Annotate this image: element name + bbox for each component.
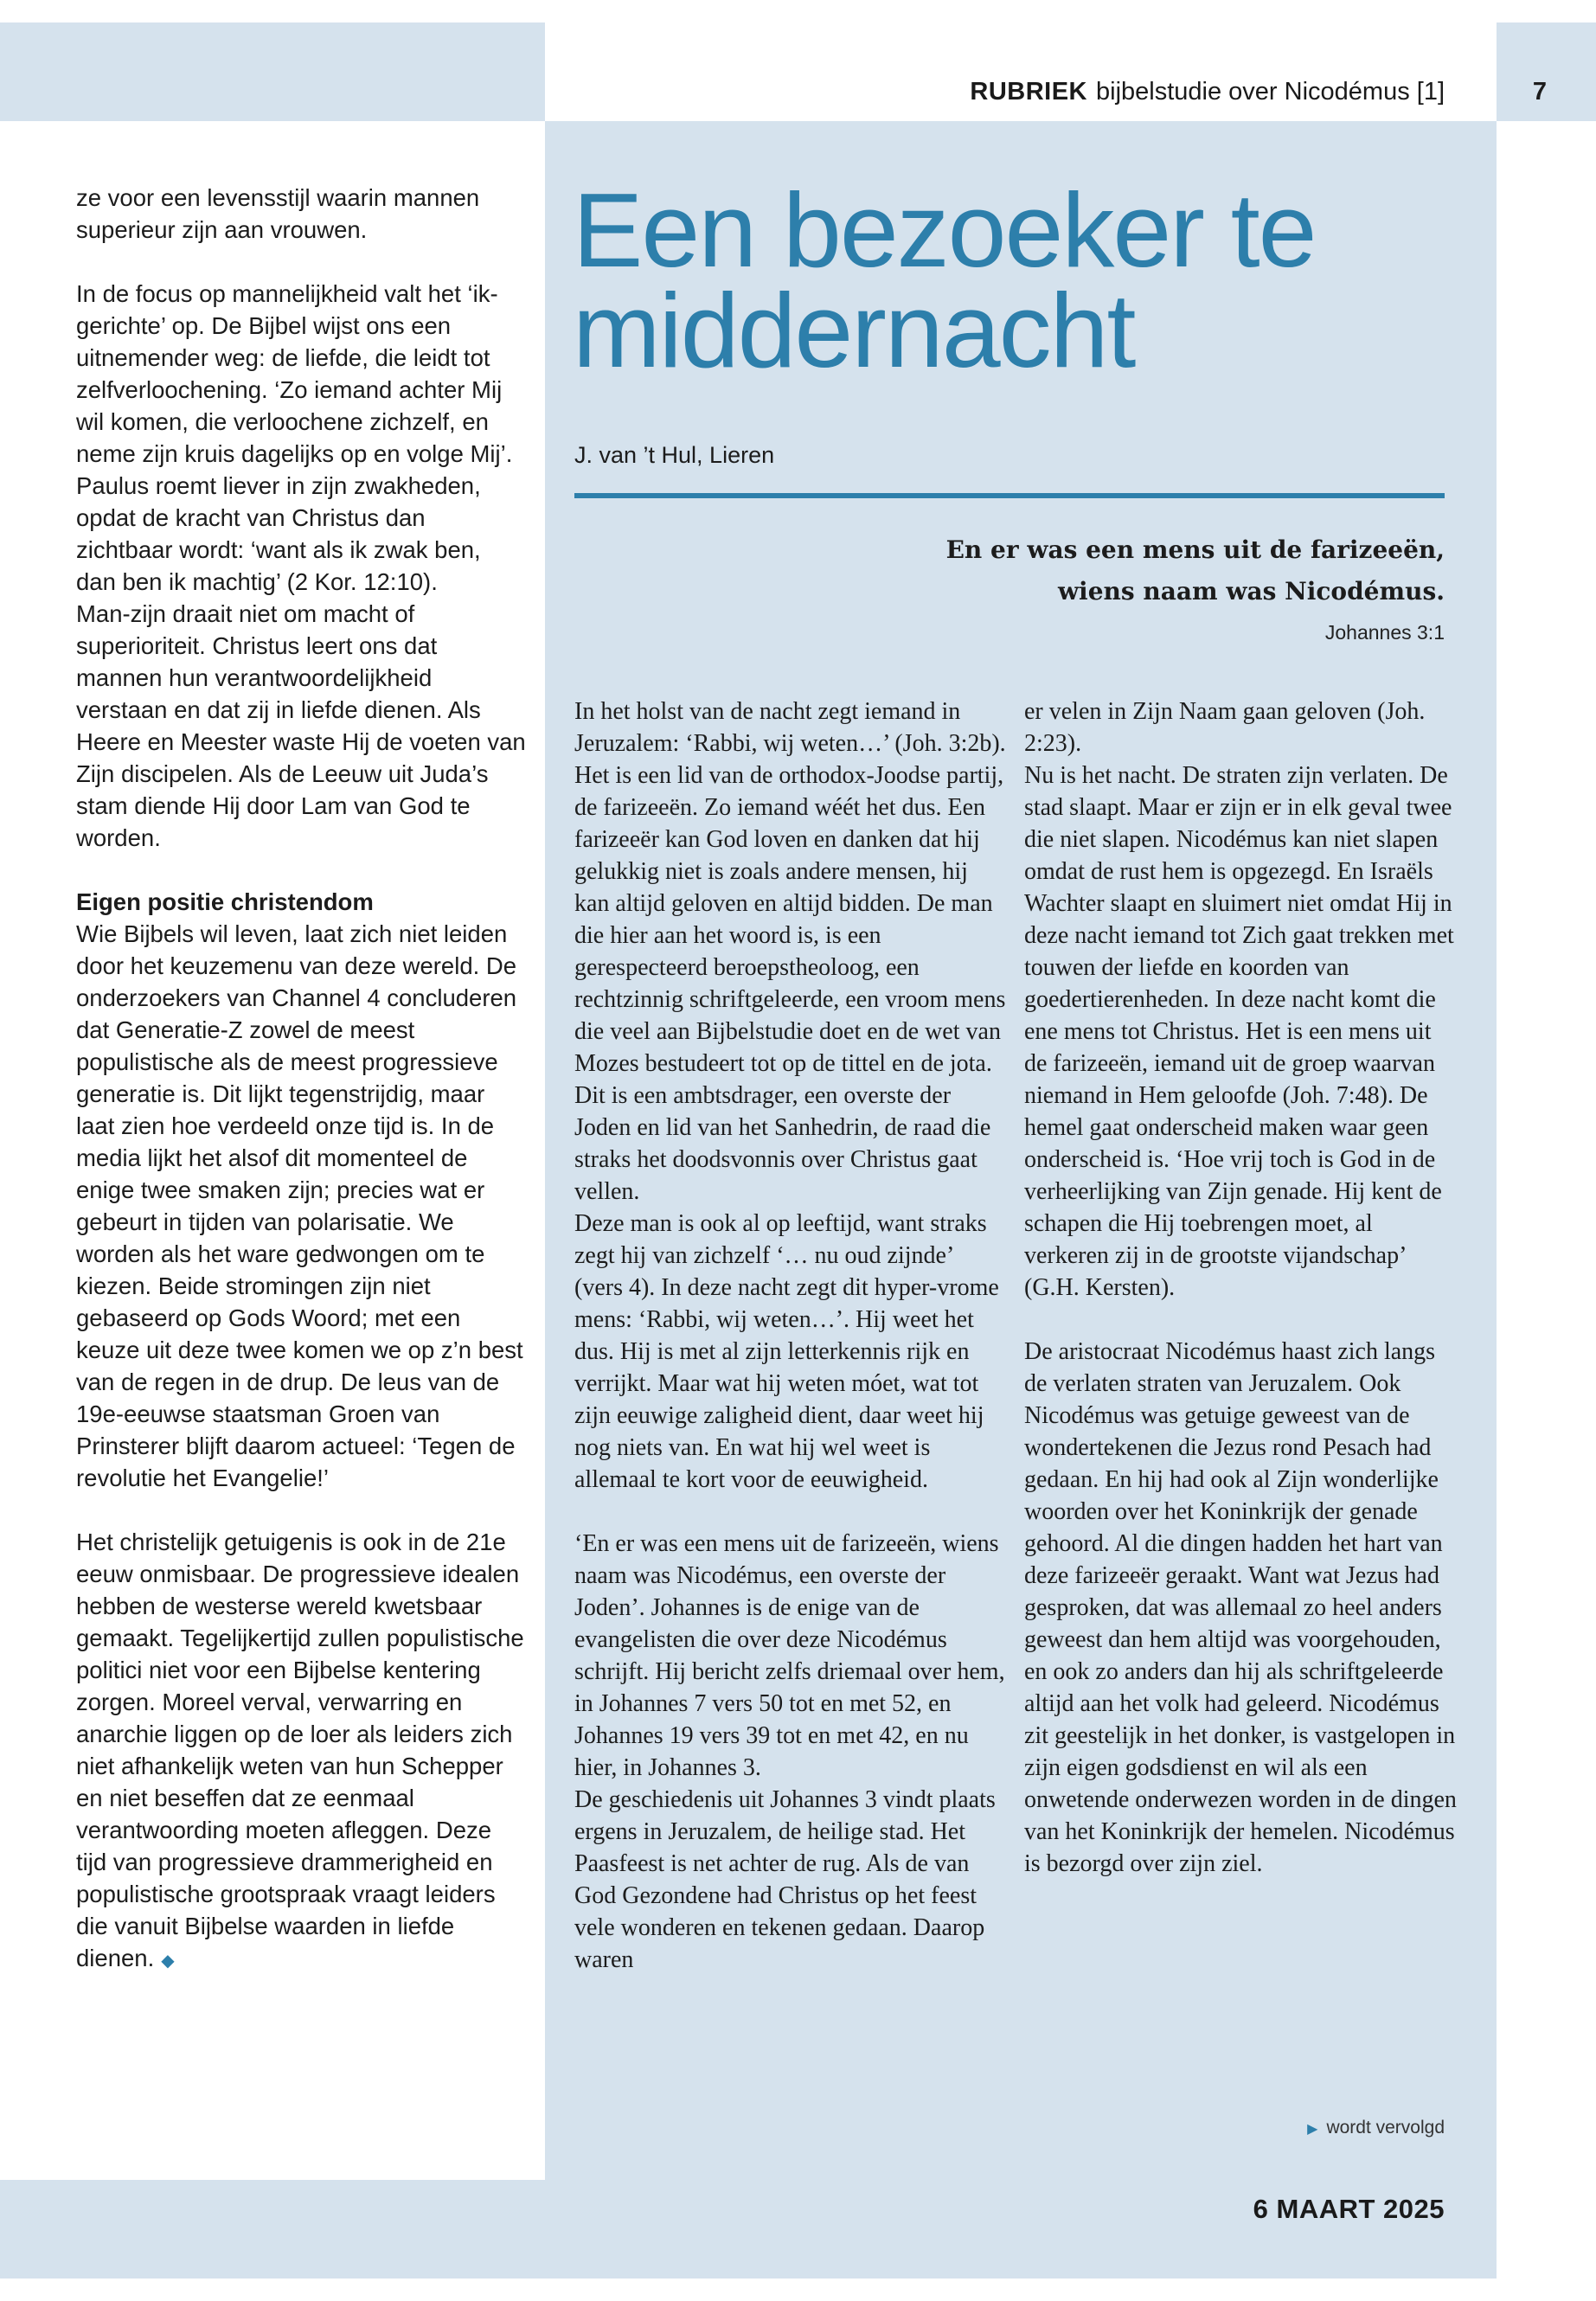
body-paragraph: De geschiedenis uit Johannes 3 vindt plaats ergens in Jeruzalem, de heilige stad. Het Paasfeest is net achter de rug. Als de van God Gezondene had Christus op het feest vele wonderen en tekenen gedaan. Daarop waren xyxy=(574,1786,996,1973)
issue-date: 6 MAART 2025 xyxy=(1253,2194,1445,2224)
continued-note xyxy=(1280,2114,1445,2144)
page-number: 7 xyxy=(1532,78,1548,106)
article-column-2 xyxy=(1024,695,1457,1880)
quote-reference: Johannes 3:1 xyxy=(1324,621,1445,644)
left-paragraph: Wie Bijbels wil leven, laat zich niet leiden door het keuzemenu van deze wereld. De onderzoekers van Channel 4 concluderen dat Generatie-Z zowel de meest populistische als de meest progressieve generatie is. Dit lijkt tegenstrijdig, maar laat zien hoe verdeeld onze tijd is. In de media lijkt het alsof dit momenteel de enige twee smaken zijn; precies wat er gebeurt in tijden van polarisatie. We worden als het ware gedwongen om te kiezen. Beide stromingen zijn niet gebaseerd op Gods Woord; met een keuze uit deze twee komen we op z’n best van de regen in de drup. De leus van de 19e-eeuwse staatsman Groen van Prinsterer blijft daarom actueel: ‘Tegen de revolutie het Evangelie!’ xyxy=(76,920,523,1491)
left-paragraph: ze voor een levensstijl waarin mannen superieur zijn aan vrouwen. xyxy=(76,184,480,243)
section-heading: Eigen positie christendom xyxy=(76,888,374,915)
left-paragraph: Man-zijn draait niet om macht of superioriteit. Christus leert ons dat mannen hun verantwoordelijkheid verstaan en dat zij in liefde dienen. Als Heere en Meester waste Hij de voeten van Zijn discipelen. Als de Leeuw uit Juda’s stam diende Hij door Lam van God te worden. xyxy=(76,600,526,851)
title-rule xyxy=(574,493,1445,498)
body-paragraph: In het holst van de nacht zegt iemand in Jeruzalem: ‘Rabbi, wij weten…’ (Joh. 3:2b). Het is een lid van de orthodox-Joodse partij, de farizeeën. Zo iemand wéét het dus. Een farizeeër kan God loven en danken dat hij gelukkig niet is zoals andere mensen, hij kan altijd geloven en altijd bidden. De man die hier aan het woord is, is een gerespecteerd beroepstheoloog, een rechtzinnig schriftgeleerde, een vroom mens die veel aan Bijbelstudie doet en de wet van Mozes bestudeert tot op de tittel en de jota. Dit is een ambtsdrager, een overste der Joden en lid van het Sanhedrin, de raad die straks het doodsvonnis over Christus gaat vellen. xyxy=(574,698,1006,1205)
rubric-label: RUBRIEK xyxy=(970,78,1088,106)
article-column-1 xyxy=(574,695,1007,1976)
left-paragraph xyxy=(76,1526,526,1977)
pull-quote: En er was een mens uit de farizeeën, wiens naam was Nicodémus. xyxy=(945,535,1445,606)
rubric-text: bijbelstudie over Nicodémus [1] xyxy=(1096,78,1445,106)
body-paragraph: De aristocraat Nicodémus haast zich langs de verlaten straten van Jeruzalem. Ook Nicodémus was getuige geweest van de wondertekenen die Jezus rond Pesach had gedaan. En hij had ook al Zijn wonderlijke woorden over het Koninkrijk der genade gehoord. Al die dingen hadden het hart van deze farizeeër geraakt. Want wat Jezus had gesproken, dat was allemaal zo heel anders geweest dan hem altijd was voorgehouden, en ook zo anders dan hij als schriftgeleerde altijd aan het volk had geleerd. Nicodémus zit geestelijk in het donker, is vastgelopen in zijn eigen godsdienst en wil als een onwetende onderwezen worden in de dingen van het Koninkrijk der hemelen. Nicodémus is bezorgd over zijn ziel. xyxy=(1024,1338,1457,1877)
article-title: Een bezoeker te middernacht xyxy=(573,171,1316,389)
play-triangle-icon: ▶ xyxy=(1307,2122,1318,2137)
body-paragraph: ‘En er was een mens uit de farizeeën, wiens naam was Nicodémus, een overste der Joden’. Johannes is de enige van de evangelisten die over deze Nicodémus schrijft. Hij bericht zelfs driemaal over hem, in Johannes 7 vers 50 tot en met 52, en Johannes 19 vers 39 tot en met 42, en nu hier, in Johannes 3. xyxy=(574,1530,1005,1781)
left-paragraph: In de focus op mannelijkheid valt het ‘ik-gerichte’ op. De Bijbel wijst ons een uitnemender weg: de liefde, die leidt tot zelfverloochening. ‘Zo iemand achter Mij wil komen, die verloochene zichzelf, en neme zijn kruis dagelijks op en volge Mij’. Paulus roemt liever in zijn zwakheden, opdat de kracht van Christus dan zichtbaar wordt: ‘want als ik zwak ben, dan ben ik machtig’ (2 Kor. 12:10). xyxy=(76,280,513,595)
body-paragraph: Nu is het nacht. De straten zijn verlaten. De stad slaapt. Maar er zijn er in elk geval twee die niet slapen. Nicodémus kan niet slapen omdat de rust hem is opgezegd. En Israëls Wachter slaapt en sluimert niet omdat Hij in deze nacht iemand tot Zich gaat trekken met touwen der liefde en koorden van goedertierenheden. In deze nacht komt die ene mens tot Christus. Het is een mens uit de farizeeën, iemand uit de groep waarvan niemand in Hem geloofde (Joh. 7:48). De hemel gaat onderscheid maken waar geen onderscheid is. ‘Hoe vrij toch is God in de verheerlijking van Zijn genade. Hij kent de schapen die Hij toebrengen moet, al verkeren zij in de grootste vijandschap’ (G.H. Kersten). xyxy=(1024,762,1454,1301)
top-left-band xyxy=(0,22,545,121)
previous-article-column xyxy=(76,182,526,1977)
article-author: J. van ’t Hul, Lieren xyxy=(574,442,775,468)
end-mark-icon: ◆ xyxy=(161,1952,175,1971)
bottom-left-band xyxy=(0,2180,545,2279)
body-paragraph: er velen in Zijn Naam gaan geloven (Joh. 2:23). xyxy=(1024,698,1426,757)
continued-label: wordt vervolgd xyxy=(1326,2118,1445,2138)
body-paragraph: Deze man is ook al op leeftijd, want straks zegt hij van zichzelf ‘… nu oud zijnde’ (vers 4). In deze nacht zegt dit hyper-vrome mens: ‘Rabbi, wij weten…’. Hij weet het dus. Hij is met al zijn letterkennis rijk en verrijkt. Maar wat hij weten móet, wat tot zijn eeuwige zaligheid dient, daar weet hij nog niets van. En wat hij wel weet is allemaal te kort voor de eeuwigheid. xyxy=(574,1210,999,1493)
running-header xyxy=(908,73,1445,111)
left-paragraph-text: Het christelijk getuigenis is ook in de 21e eeuw onmisbaar. De progressieve idealen hebben de westerse wereld kwetsbaar gemaakt. Tegelijkertijd zullen populistische politici niet voor een Bijbelse kentering zorgen. Moreel verval, verwarring en anarchie liggen op de loer als leiders zich niet afhankelijk weten van hun Schepper en niet beseffen dat ze eenmaal verantwoording moeten afleggen. Deze tijd van progressieve drammerigheid en populistische grootspraak vraagt leiders die vanuit Bijbelse waarden in liefde dienen. xyxy=(76,1529,524,1971)
